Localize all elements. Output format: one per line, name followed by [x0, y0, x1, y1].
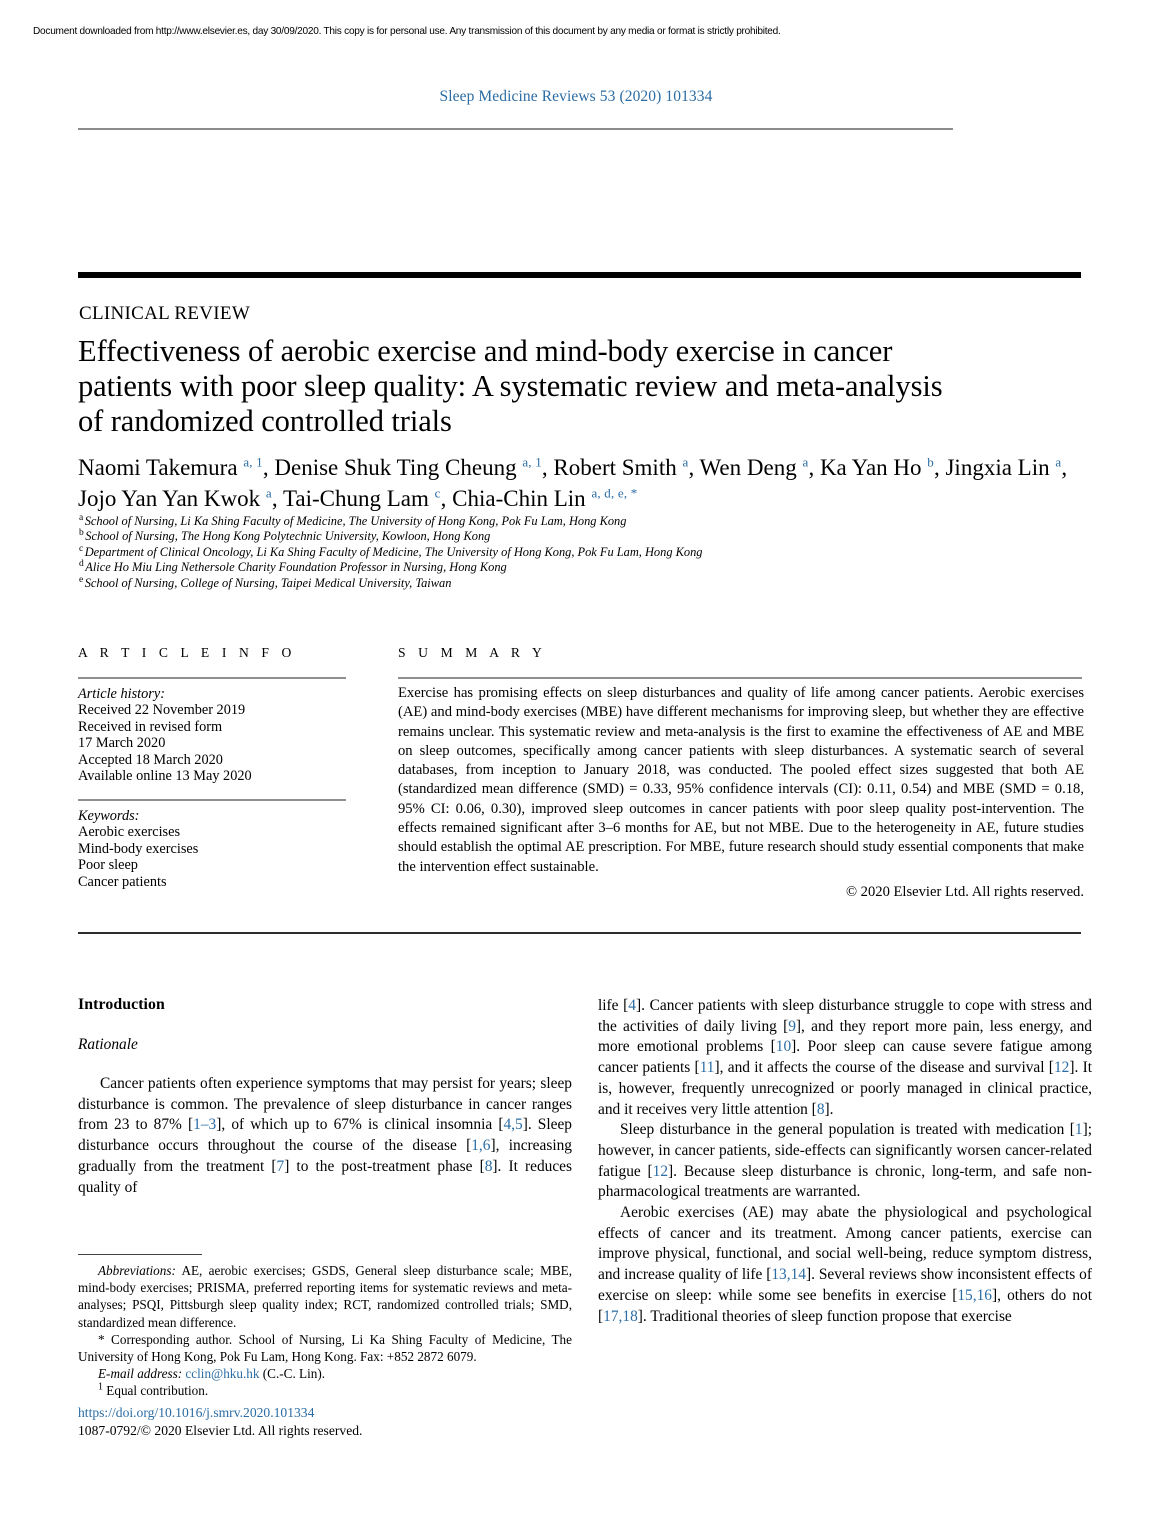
article-info-column [78, 645, 348, 661]
body-column-right [598, 996, 1092, 1327]
copyright-line: © 2020 Elsevier Ltd. All rights reserved. [845, 884, 1084, 900]
affiliation-mark: e [79, 574, 84, 585]
author-list [78, 452, 1088, 514]
affiliation-row [79, 514, 1089, 529]
affiliation-text: School of Nursing, Li Ka Shing Faculty of Medicine, The University of Hong Kong, Pok Fu Lam, Hong Kong [84, 514, 627, 528]
citation-ref[interactable]: 1 [1074, 1121, 1083, 1139]
footnote-abbreviations [78, 1262, 572, 1331]
download-notice-banner: Document downloaded from http://www.elsevier.es, day 30/09/2020. This copy is for personal use. Any transmission of this document by any media or format is strictly prohibited. [33, 26, 781, 37]
paragraph-rationale-1 [78, 1074, 572, 1198]
text-run: ], and it affects the course of the disease and survival [ [714, 1059, 1054, 1077]
text-run: ]. It reduces quality of [78, 1157, 572, 1196]
email-suffix: (C.-C. Lin). [259, 1366, 326, 1382]
author-affiliation-mark: b [927, 454, 934, 470]
citation-ref[interactable]: 9 [788, 1017, 796, 1035]
body-column-left [78, 996, 572, 1198]
equal-text: Equal contribution. [103, 1383, 209, 1399]
text-run: ], and they report more pain, less energy, and more emotional problems [ [598, 1017, 1092, 1056]
footer-block [78, 1404, 598, 1441]
article-type-kicker: CLINICAL REVIEW [79, 303, 251, 324]
author-name: Ka Yan Ho [819, 455, 928, 480]
author-affiliation-mark: c [434, 485, 441, 501]
citation-ref[interactable]: 10 [775, 1038, 792, 1056]
summary-column [398, 645, 1082, 661]
author-affiliation-mark: a, 1 [522, 454, 542, 470]
abstract-bottom-rule [78, 932, 1081, 934]
citation-ref[interactable]: 13,14 [771, 1266, 806, 1284]
author-affiliation-mark: a [1055, 454, 1062, 470]
author-affiliation-mark: a [682, 454, 689, 470]
citation-ref[interactable]: 1–3 [193, 1116, 217, 1134]
article-history-label: Article history: [78, 686, 165, 702]
author-name: Tai-Chung Lam [282, 486, 435, 511]
keyword-item: Aerobic exercises [78, 824, 181, 841]
article-history-lines [78, 702, 358, 784]
text-run: Aerobic exercises (AE) may abate the physiological and psychological effects of cancer and its treatment. Among cancer patients, exercise can improve physical, functional, and social well-being, reduce symptom distress, and increase quality of life [ [598, 1204, 1092, 1284]
article-history-line: Accepted 18 March 2020 [78, 751, 223, 768]
page-title: Effectiveness of aerobic exercise and mind-body exercise in cancer patients with poor sleep quality: A systematic review and meta-analysis of randomized controlled trials [78, 334, 943, 438]
footnote-email [78, 1365, 572, 1382]
keywords-label: Keywords: [78, 808, 140, 824]
citation-ref[interactable]: 8 [484, 1157, 493, 1175]
affiliation-list [79, 514, 1089, 591]
affiliation-row [79, 560, 1089, 575]
text-run: Sleep disturbance in the general population is treated with medication [ [620, 1121, 1075, 1139]
keywords-block [78, 808, 358, 890]
author-name: Naomi Takemura [78, 455, 244, 480]
text-run: ]. Several reviews show inconsistent effects of exercise on sleep: while some see benefits in exercise [ [598, 1266, 1092, 1304]
affiliation-mark: d [79, 559, 84, 570]
text-run: Cancer patients often experience symptoms that may persist for years; sleep disturbance is common. The prevalence of sleep disturbance in cancer ranges from 23 to 87% [ [78, 1075, 572, 1134]
author-name: Jingxia Lin [945, 455, 1056, 480]
article-history-line: Received in revised form [78, 718, 223, 735]
email-link[interactable]: cclin@hku.hk [185, 1366, 260, 1382]
paragraph-right-1 [598, 996, 1092, 1120]
text-run: ]. Poor sleep can cause severe fatigue among cancer patients [ [598, 1038, 1092, 1077]
affiliation-row [79, 576, 1089, 591]
affiliation-mark: a [79, 512, 84, 523]
keywords-rule [78, 799, 346, 801]
citation-ref[interactable]: 8 [816, 1100, 825, 1118]
corresponding-mark: * [98, 1331, 105, 1347]
citation-ref[interactable]: 4,5 [503, 1116, 523, 1134]
footnote-corresponding [78, 1331, 572, 1365]
summary-rule [398, 677, 1082, 679]
footnote-equal-contribution [78, 1382, 572, 1399]
article-history [78, 686, 358, 784]
author-list-rendered: Naomi Takemura $^{a, 1}$, Denise Shuk Ting Cheung $^{a, 1}$, Robert Smith $^a$, Wen Deng $^a$, Ka Yan Ho $^b$, Jingxia Lin $^a$, Jojo Yan Yan Kwok $^a$, Tai-Chung Lam $^c$, Chia-Chin Lin $^{a, d, e, *}$ [78, 454, 1068, 511]
text-run: ] to the post-treatment phase [ [284, 1157, 485, 1175]
article-info-rule [78, 677, 346, 679]
affiliation-text: Alice Ho Miu Ling Nethersole Charity Foundation Professor in Nursing, Hong Kong [85, 560, 507, 575]
keyword-item: Cancer patients [78, 873, 167, 890]
keyword-item: Poor sleep [78, 857, 138, 874]
footnote-rule [78, 1254, 202, 1255]
corresponding-text: Corresponding author. School of Nursing, Li Ka Shing Faculty of Medicine, The University of Hong Kong, Pok Fu Lam, Hong Kong. Fax: +852 2872 6079. [78, 1331, 572, 1365]
author-name: Robert Smith [553, 455, 683, 480]
summary-text: Exercise has promising effects on sleep disturbances and quality of life among cancer patients. Aerobic exercises (AE) and mind-body exercises (MBE) have different mechanisms for improving sleep, but whether they are effective remains unclear. This systematic review and meta-analysis is the first to examine the effectiveness of AE and MBE on sleep outcomes, specifically among cancer patients with sleep disturbances. A systematic search of several databases, from inception to January 2018, was conducted. The pooled effect sizes suggested that both AE (standardized mean difference (SMD) = 0.33, 95% confidence intervals (CI): 0.11, 0.54) and MBE (SMD = 0.18, 95% CI: 0.06, 0.30), improved sleep outcomes in cancer patients with poor sleep quality post-intervention. The effects remained significant after 3–6 months for AE, but not MBE. Due to the heterogeneity in AE, future studies should establish the optimal AE prescription. For MBE, future research should study essential components that make the intervention effect sustainable. [398, 685, 1084, 875]
author-name: Wen Deng [699, 455, 803, 480]
journal-running-head: Sleep Medicine Reviews 53 (2020) 101334 [439, 88, 713, 105]
paragraph-right-2 [598, 1120, 1092, 1203]
article-history-line: Received 22 November 2019 [78, 702, 246, 719]
citation-ref[interactable]: 4 [628, 997, 636, 1014]
affiliation-text: Department of Clinical Oncology, Li Ka Shing Faculty of Medicine, The University of Hong Kong, Pok Fu Lam, Hong Kong [84, 544, 703, 559]
equal-mark: 1 [98, 1382, 103, 1394]
keyword-lines [78, 824, 358, 890]
text-run: ]. [824, 1100, 834, 1118]
citation-ref[interactable]: 17,18 [603, 1307, 638, 1325]
text-run: ]; however, in cancer patients, side-effects can significantly worsen cancer-related fatigue [ [598, 1121, 1092, 1180]
keyword-item: Mind-body exercises [78, 840, 199, 857]
issn-copyright-line: 1087-0792/© 2020 Elsevier Ltd. All rights reserved. [78, 1423, 363, 1439]
section-heavy-rule [78, 272, 1081, 278]
author-affiliation-mark: a [802, 454, 809, 470]
author-affiliation-mark: a, 1 [243, 454, 263, 470]
article-info-label: A R T I C L E I N F O [78, 645, 296, 660]
author-affiliation-mark: a, d, e, * [591, 485, 638, 501]
citation-ref[interactable]: 12 [1053, 1059, 1070, 1077]
citation-ref[interactable]: 1,6 [471, 1137, 491, 1155]
article-history-line: 17 March 2020 [78, 735, 166, 752]
section-heading-introduction: Introduction [78, 996, 165, 1013]
text-run: ]. Sleep disturbance occurs throughout the course of the disease [ [78, 1116, 572, 1155]
affiliation-mark: c [79, 543, 84, 554]
text-run: ], others do not [ [598, 1286, 1093, 1325]
affiliation-row [79, 545, 1089, 560]
text-run: ]. Traditional theories of sleep function propose that exercise [637, 1307, 1012, 1325]
author-affiliation-mark: a [265, 485, 272, 501]
abbreviations-label: Abbreviations: [98, 1263, 176, 1278]
author-name: Jojo Yan Yan Kwok [78, 486, 266, 511]
author-name: Chia-Chin Lin [452, 486, 592, 511]
affiliation-row [79, 529, 1089, 544]
text-run: ]. Because sleep disturbance is chronic, long-term, and safe non-pharmacological treatments are warranted. [598, 1162, 1093, 1201]
email-label: E-mail address: [98, 1366, 183, 1382]
author-name: Denise Shuk Ting Cheung [274, 455, 523, 480]
text-run: ]. It is, however, frequently unrecognized or poorly managed in clinical practice, and it receives very little attention [ [598, 1059, 1092, 1118]
abbreviations-text: AE, aerobic exercises; GSDS, General sleep disturbance scale; MBE, mind-body exercises; PRISMA, preferred reporting items for systematic reviews and meta-analyses; PSQI, Pittsburgh sleep quality index; RCT, randomized controlled trials; SMD, standardized mean difference. [78, 1263, 572, 1330]
paragraph-right-3 [598, 1203, 1092, 1327]
citation-ref[interactable]: 7 [276, 1157, 285, 1175]
summary-label: S U M M A R Y [398, 645, 547, 660]
text-run: ], of which up to 67% is clinical insomnia [ [216, 1116, 504, 1134]
affiliation-mark: b [79, 528, 84, 539]
text-run: ]. Cancer patients with sleep disturbance struggle to cope with stress and the activities of daily living [ [598, 997, 1092, 1035]
footnote-block [78, 1262, 572, 1400]
article-history-line: Available online 13 May 2020 [78, 768, 252, 785]
affiliation-text: School of Nursing, College of Nursing, Taipei Medical University, Taiwan [84, 575, 452, 590]
citation-ref[interactable]: 15,16 [957, 1286, 992, 1304]
header-rule [78, 128, 953, 130]
citation-ref[interactable]: 12 [652, 1162, 669, 1180]
subsection-heading-rationale: Rationale [78, 1036, 138, 1053]
text-run: life [ [598, 997, 629, 1014]
affiliation-text: School of Nursing, The Hong Kong Polytechnic University, Kowloon, Hong Kong [85, 529, 491, 544]
doi-link[interactable]: https://doi.org/10.1016/j.smrv.2020.101334 [78, 1405, 315, 1420]
citation-ref[interactable]: 11 [699, 1059, 715, 1077]
text-run: ], increasing gradually from the treatment [ [78, 1137, 572, 1175]
